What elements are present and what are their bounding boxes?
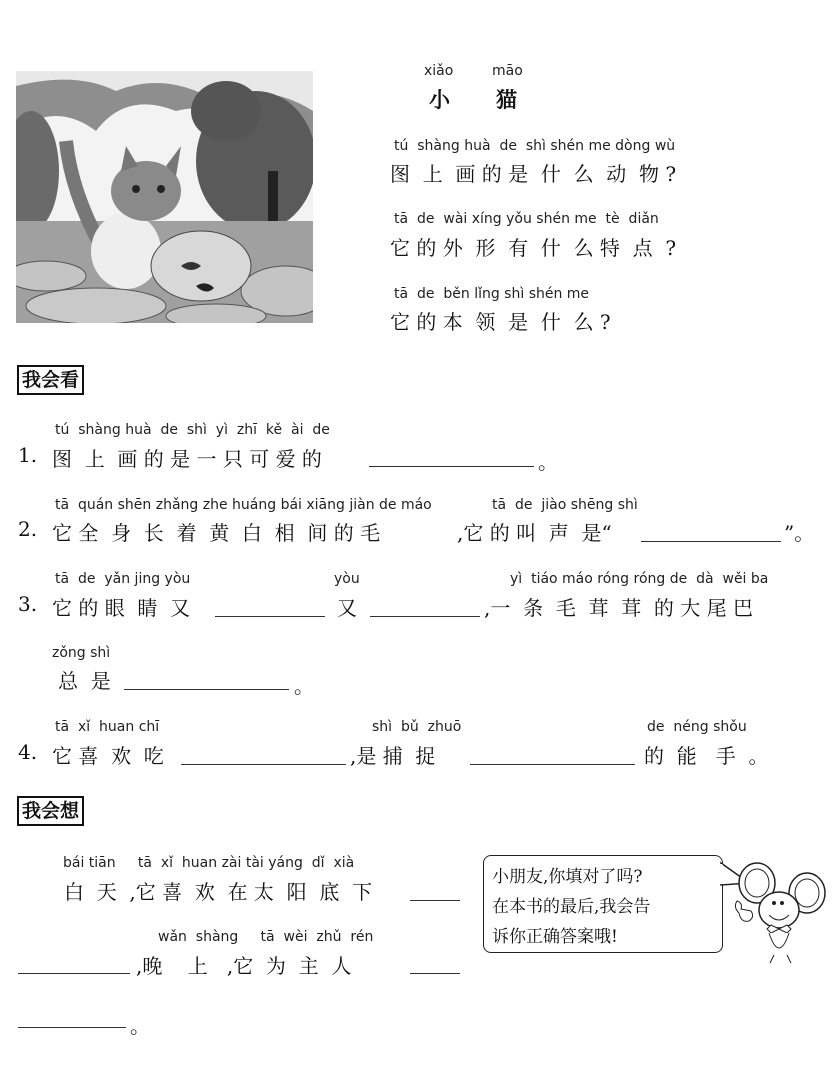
q2-pinyin-a: tā quán shēn zhǎng zhe huáng bái xiāng jiàn de máo xyxy=(55,497,432,513)
q1-end: 。 xyxy=(538,450,558,474)
q2-pinyin-b: tā de jiào shēng shì xyxy=(492,497,638,513)
speech-bubble xyxy=(483,855,723,953)
q3-text-c: ,一 条 毛 茸 茸 的 大 尾 巴 xyxy=(484,596,754,620)
q3-end: 。 xyxy=(294,674,314,698)
q2-text-b: ,它 的 叫 声 是“ xyxy=(457,521,612,545)
title-char-1: 小 xyxy=(429,88,450,112)
title-char-2: 猫 xyxy=(496,88,517,112)
title-pinyin-1: xiǎo xyxy=(424,63,454,79)
q4-text-c: 的 能 手 。 xyxy=(644,744,769,768)
q3-answer-blank-3[interactable] xyxy=(124,689,289,690)
q3-number: 3. xyxy=(18,592,38,616)
q4-answer-blank-2[interactable] xyxy=(470,764,635,765)
think-line2-pinyin: wǎn shàng tā wèi zhǔ rén xyxy=(158,929,374,945)
q3-pinyin-c: yì tiáo máo róng róng de dà wěi ba xyxy=(510,571,769,587)
q2-number: 2. xyxy=(18,517,38,541)
section-label-think: 我会想 xyxy=(17,796,84,826)
q4-pinyin-c: de néng shǒu xyxy=(647,719,747,735)
title-pinyin-2: māo xyxy=(492,63,523,79)
bubble-line-2: 在本书的最后,我会告 xyxy=(492,897,651,917)
cat-fishbowl-illustration xyxy=(16,71,313,323)
think-answer-blank-2[interactable] xyxy=(410,973,460,974)
think-answer-blank-1b[interactable] xyxy=(18,973,130,974)
think-line1-pinyin: bái tiān tā xǐ huan zài tài yáng dǐ xià xyxy=(63,855,355,871)
intro-q1-text: 图 上 画 的 是 什 么 动 物 ? xyxy=(390,162,677,186)
think-answer-blank-1[interactable] xyxy=(410,900,460,901)
q3-text-a: 它 的 眼 睛 又 xyxy=(52,596,191,620)
q2-end: ”。 xyxy=(784,521,815,545)
q1-answer-blank[interactable] xyxy=(369,466,534,467)
think-line1-text: 白 天 ,它 喜 欢 在 太 阳 底 下 xyxy=(64,880,373,904)
bubble-line-1: 小朋友,你填对了吗? xyxy=(492,867,643,887)
q4-number: 4. xyxy=(18,740,38,764)
q3-pinyin-b: yòu xyxy=(334,571,360,587)
q4-pinyin-a: tā xǐ huan chī xyxy=(55,719,160,735)
q3-answer-blank-2[interactable] xyxy=(370,616,480,617)
think-answer-blank-2b[interactable] xyxy=(18,1027,126,1028)
q4-answer-blank-1[interactable] xyxy=(181,764,346,765)
q3-answer-blank-1[interactable] xyxy=(215,616,325,617)
bubble-line-3: 诉你正确答案哦! xyxy=(492,927,618,947)
intro-q2-text: 它 的 外 形 有 什 么 特 点 ? xyxy=(390,236,677,260)
q3-pinyin-d: zǒng shì xyxy=(52,645,111,661)
q4-pinyin-b: shì bǔ zhuō xyxy=(372,719,462,735)
q3-text-b: 又 xyxy=(337,596,357,620)
intro-q2-pinyin: tā de wài xíng yǒu shén me tè diǎn xyxy=(394,211,659,227)
q3-pinyin-a: tā de yǎn jing yòu xyxy=(55,571,191,587)
q2-answer-blank[interactable] xyxy=(641,541,781,542)
cat-illustration-icon xyxy=(16,71,313,323)
mouse-mascot-icon xyxy=(719,855,829,965)
think-line2-text: ,晚 上 ,它 为 主 人 xyxy=(136,954,352,978)
q1-text: 图 上 画 的 是 一 只 可 爱 的 xyxy=(52,447,322,471)
q3-text-d: 总 是 xyxy=(58,669,111,693)
think-end: 。 xyxy=(130,1014,150,1038)
q4-text-b: ,是 捕 捉 xyxy=(350,744,436,768)
intro-q3-pinyin: tā de běn lǐng shì shén me xyxy=(394,286,590,302)
q1-number: 1. xyxy=(18,443,38,467)
q1-pinyin: tú shàng huà de shì yì zhī kě ài de xyxy=(55,422,330,438)
intro-q1-pinyin: tú shàng huà de shì shén me dòng wù xyxy=(394,138,676,154)
q4-text-a: 它 喜 欢 吃 xyxy=(52,744,164,768)
q2-text-a: 它 全 身 长 着 黄 白 相 间 的 毛 xyxy=(52,521,381,545)
section-label-look: 我会看 xyxy=(17,365,84,395)
intro-q3-text: 它 的 本 领 是 什 么 ? xyxy=(390,310,611,334)
